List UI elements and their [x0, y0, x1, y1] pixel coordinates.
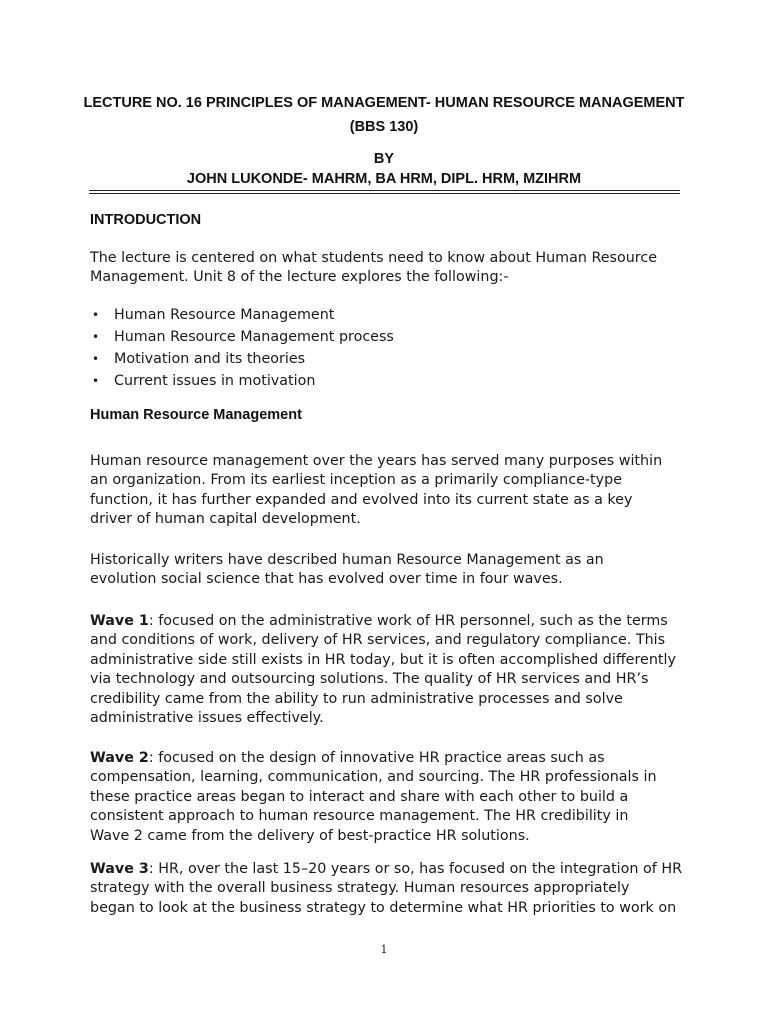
- paragraph-line: function, it has further expanded and evolved into its current state as a key: [90, 491, 633, 508]
- intro-line: Management. Unit 8 of the lecture explores the following:-: [90, 269, 509, 286]
- by-label: BY: [373, 151, 395, 167]
- list-item: [90, 326, 690, 348]
- wave-2-label: Wave 2: [90, 750, 149, 766]
- bullet-icon: •: [92, 308, 100, 322]
- bullet-icon: •: [92, 352, 100, 366]
- paragraph-line: these practice areas began to interact and share with each other to build a: [90, 788, 629, 805]
- hrm-section-heading: Human Resource Management: [90, 407, 302, 423]
- list-item: [90, 370, 690, 392]
- wave-1-label: Wave 1: [90, 613, 149, 629]
- list-item: [90, 304, 690, 326]
- list-item: [90, 348, 690, 370]
- paragraph-line: Wave 2 came from the delivery of best-practice HR solutions.: [90, 827, 530, 844]
- paragraph-line: via technology and outsourcing solutions. The quality of HR services and HR’s: [90, 671, 649, 688]
- paragraph-line: credibility came from the ability to run administrative processes and solve: [90, 690, 623, 707]
- header-divider-bottom: [89, 193, 680, 194]
- hrm-paragraph-2: [90, 551, 690, 590]
- paragraph-line: Historically writers have described human Resource Management as an: [90, 552, 604, 568]
- header-divider-top: [89, 190, 680, 191]
- paragraph-line: strategy with the overall business strategy. Human resources appropriately: [90, 880, 630, 897]
- paragraph-line: : focused on the design of innovative HR practice areas such as: [148, 750, 605, 766]
- topics-list: [90, 304, 690, 392]
- course-code: (BBS 130): [349, 119, 419, 135]
- paragraph-line: : HR, over the last 15–20 years or so, has focused on the integration of HR: [148, 861, 683, 877]
- paragraph-line: Human resource management over the years has served many purposes within: [90, 453, 663, 469]
- list-item-text: Human Resource Management: [114, 307, 335, 323]
- introduction-heading: INTRODUCTION: [90, 212, 202, 228]
- paragraph-line: administrative issues effectively.: [90, 710, 324, 727]
- paragraph-line: compensation, learning, communication, and sourcing. The HR professionals in: [90, 769, 657, 786]
- paragraph-line: and conditions of work, delivery of HR services, and regulatory compliance. This: [90, 632, 666, 649]
- page-number: 1: [380, 943, 388, 956]
- bullet-icon: •: [92, 330, 100, 344]
- paragraph-line: evolution social science that has evolved over time in four waves.: [90, 571, 563, 588]
- wave-2-paragraph: [90, 749, 690, 846]
- bullet-icon: •: [92, 374, 100, 388]
- paragraph-line: consistent approach to human resource management. The HR credibility in: [90, 808, 629, 825]
- list-item-text: Human Resource Management process: [114, 329, 394, 345]
- list-item-text: Current issues in motivation: [114, 373, 316, 389]
- paragraph-line: an organization. From its earliest inception as a primarily compliance-type: [90, 472, 622, 489]
- list-item-text: Motivation and its theories: [114, 351, 306, 367]
- wave-3-label: Wave 3: [90, 861, 149, 877]
- author-line: JOHN LUKONDE- MAHRM, BA HRM, DIPL. HRM, MZIHRM: [186, 171, 582, 187]
- hrm-paragraph-1: [90, 452, 690, 530]
- lecture-title: LECTURE NO. 16 PRINCIPLES OF MANAGEMENT- HUMAN RESOURCE MANAGEMENT: [83, 95, 685, 111]
- paragraph-line: began to look at the business strategy to determine what HR priorities to work on: [90, 899, 677, 916]
- wave-3-paragraph: [90, 860, 690, 918]
- intro-line: The lecture is centered on what students need to know about Human Resource: [90, 250, 658, 266]
- paragraph-line: administrative side still exists in HR today, but it is often accomplished differently: [90, 651, 676, 668]
- paragraph-line: : focused on the administrative work of HR personnel, such as the terms: [148, 613, 668, 629]
- intro-paragraph: [90, 249, 690, 288]
- paragraph-line: driver of human capital development.: [90, 511, 361, 528]
- wave-1-paragraph: [90, 612, 690, 728]
